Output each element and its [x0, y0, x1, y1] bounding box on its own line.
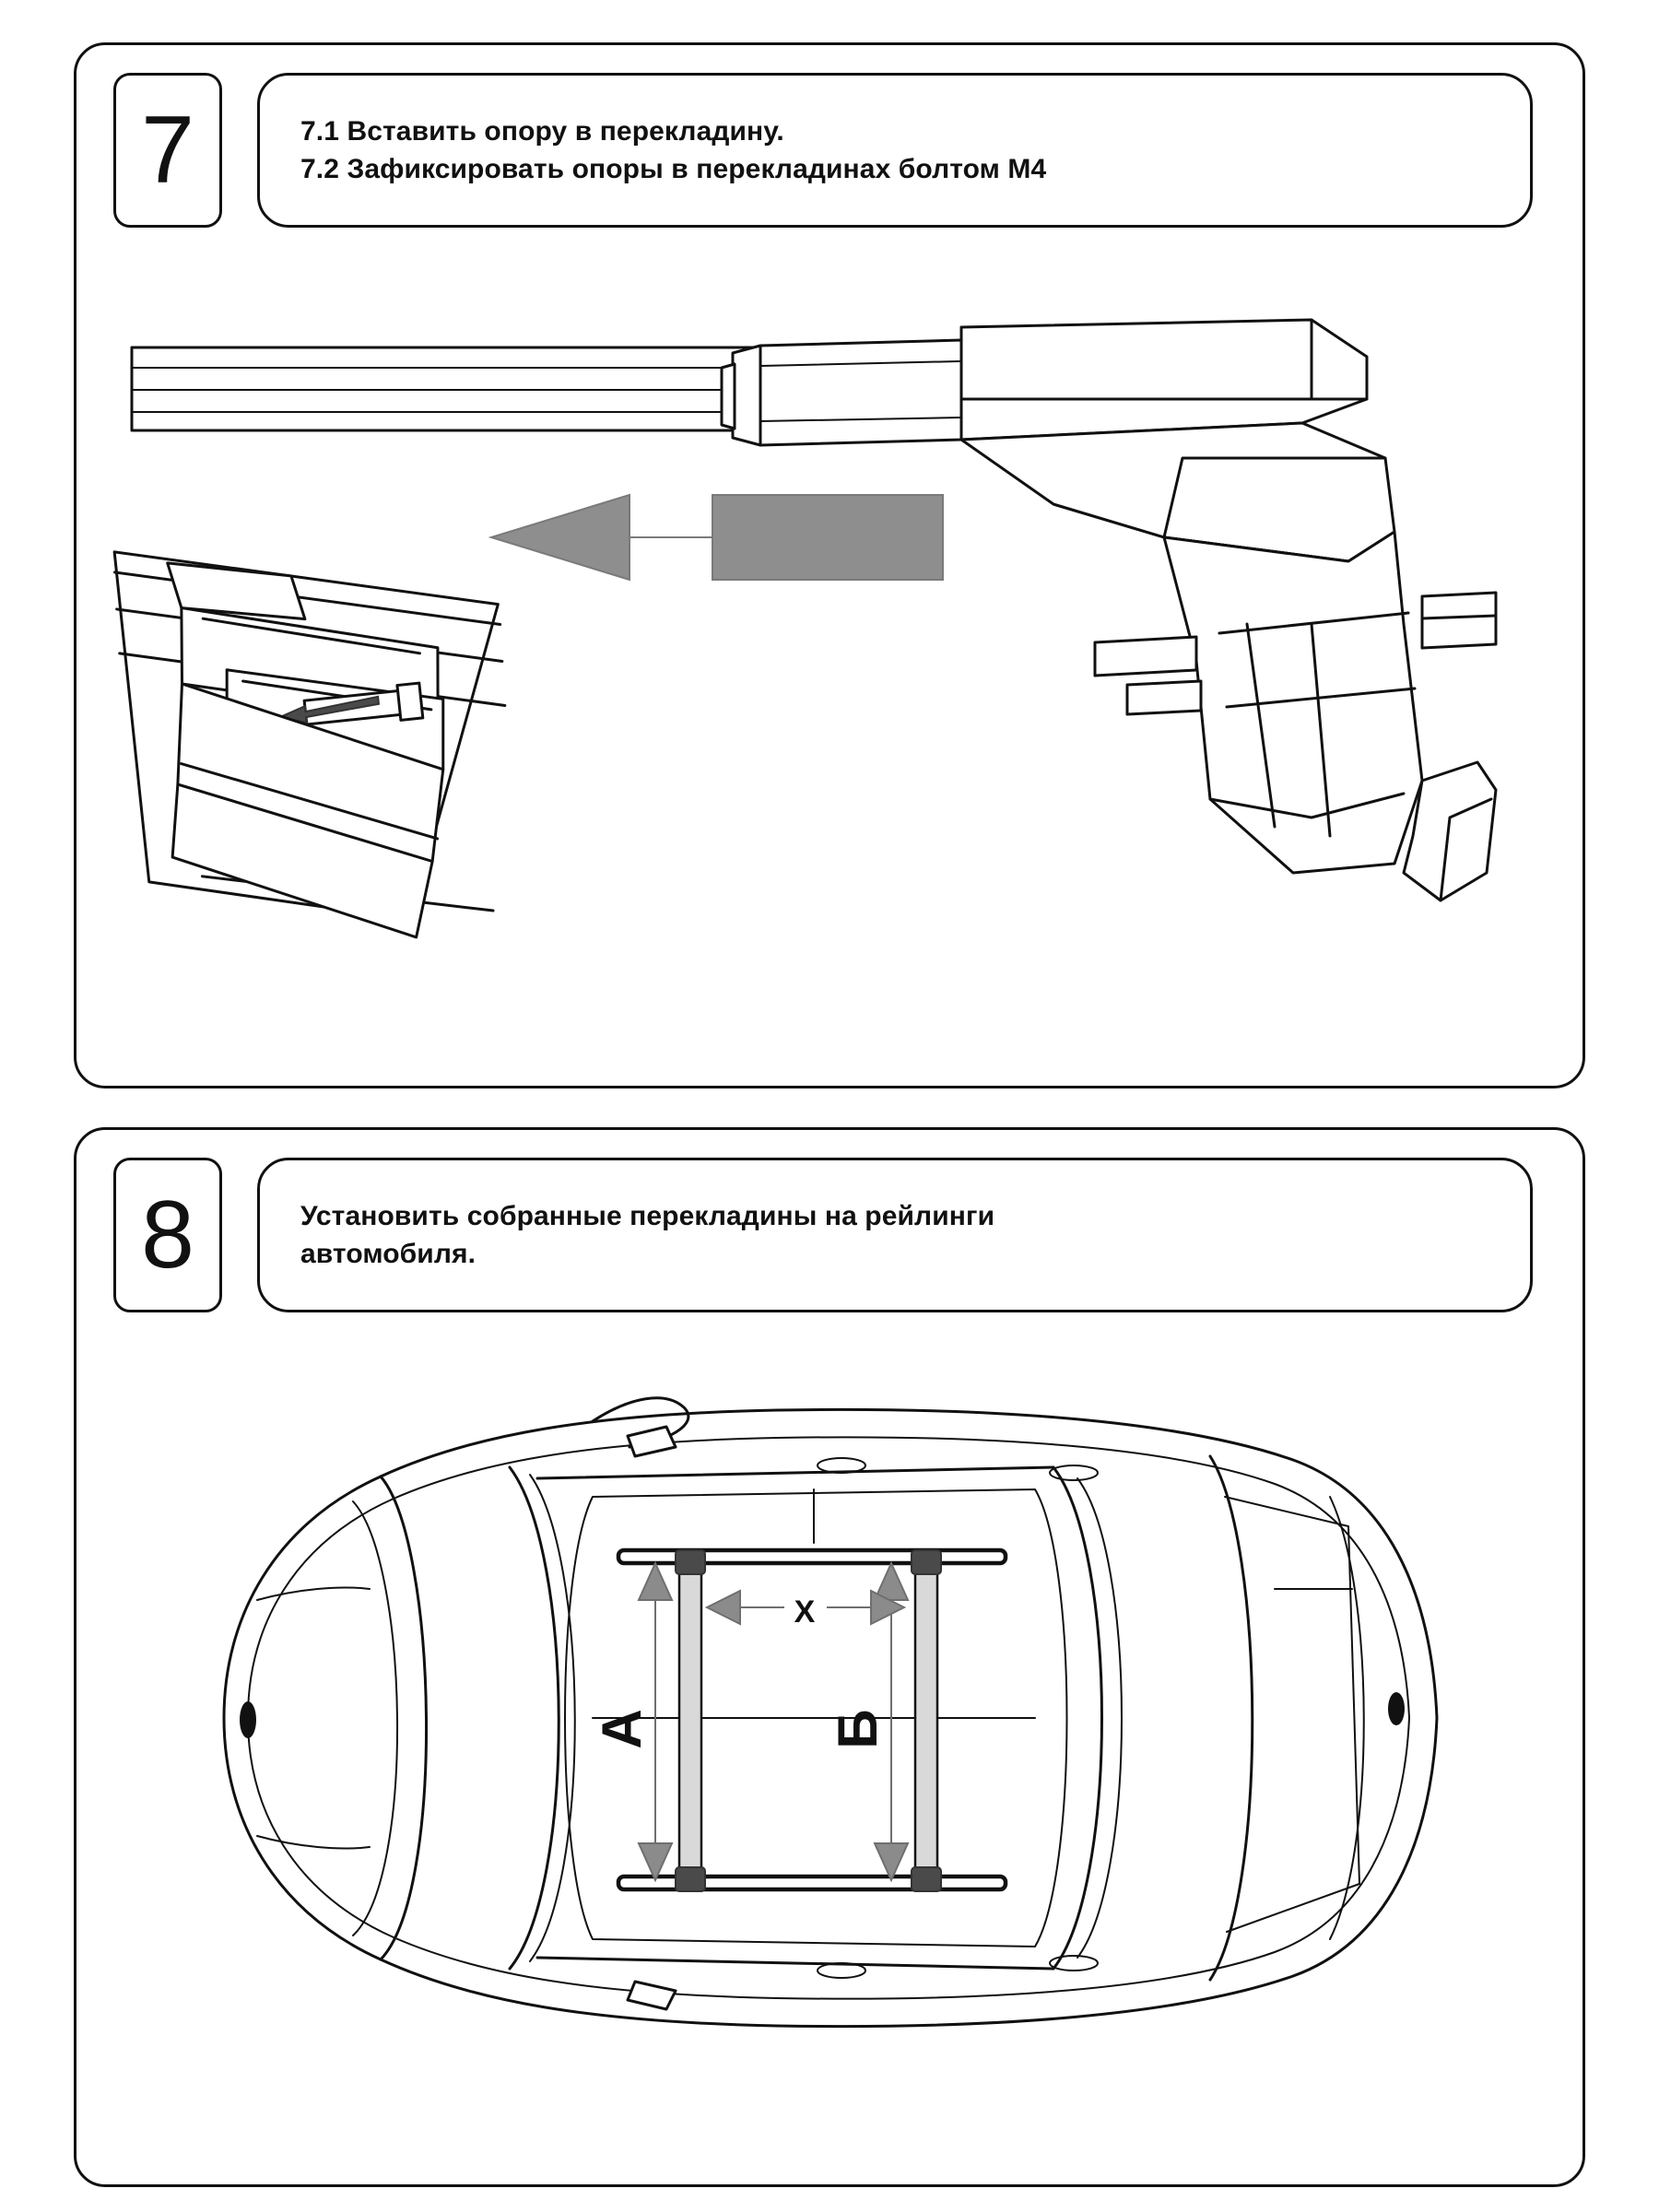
- support-foot-icon: [722, 320, 1496, 900]
- step-8-line-1: Установить собранные перекладины на рейлинги: [300, 1200, 995, 1231]
- crossbar-profile-icon: [132, 347, 777, 430]
- step-8-illustration: [76, 1312, 1583, 2142]
- step-8-number-box: [113, 1158, 222, 1312]
- step-panel-7: [74, 42, 1585, 1088]
- step-7-line-2: 7.2 Зафиксировать опоры в перекладинах болтом М4: [300, 154, 1047, 184]
- insertion-arrow-icon: [491, 495, 943, 580]
- step-7-number-box: [113, 73, 222, 228]
- crossbar-rear-icon: [912, 1550, 941, 1891]
- crossbar-front-icon: [676, 1550, 705, 1891]
- step-8-line-2: автомобиля.: [300, 1239, 477, 1269]
- step-7-text-box: [257, 73, 1533, 228]
- step-7-line-1: 7.1 Вставить опору в перекладину.: [300, 115, 784, 147]
- step-8-number: 8: [141, 1182, 194, 1288]
- step-panel-8: [74, 1127, 1585, 2187]
- step-8-text-box: [257, 1158, 1533, 1312]
- step-7-header: [76, 45, 1583, 228]
- label-b: Б: [827, 1709, 888, 1749]
- step-7-illustration: [76, 228, 1583, 1057]
- label-x: X: [794, 1594, 816, 1630]
- step-8-header: [76, 1130, 1583, 1312]
- bolt-detail-closeup-icon: [114, 512, 530, 961]
- label-a: А: [591, 1709, 653, 1749]
- step-7-number: 7: [141, 97, 194, 204]
